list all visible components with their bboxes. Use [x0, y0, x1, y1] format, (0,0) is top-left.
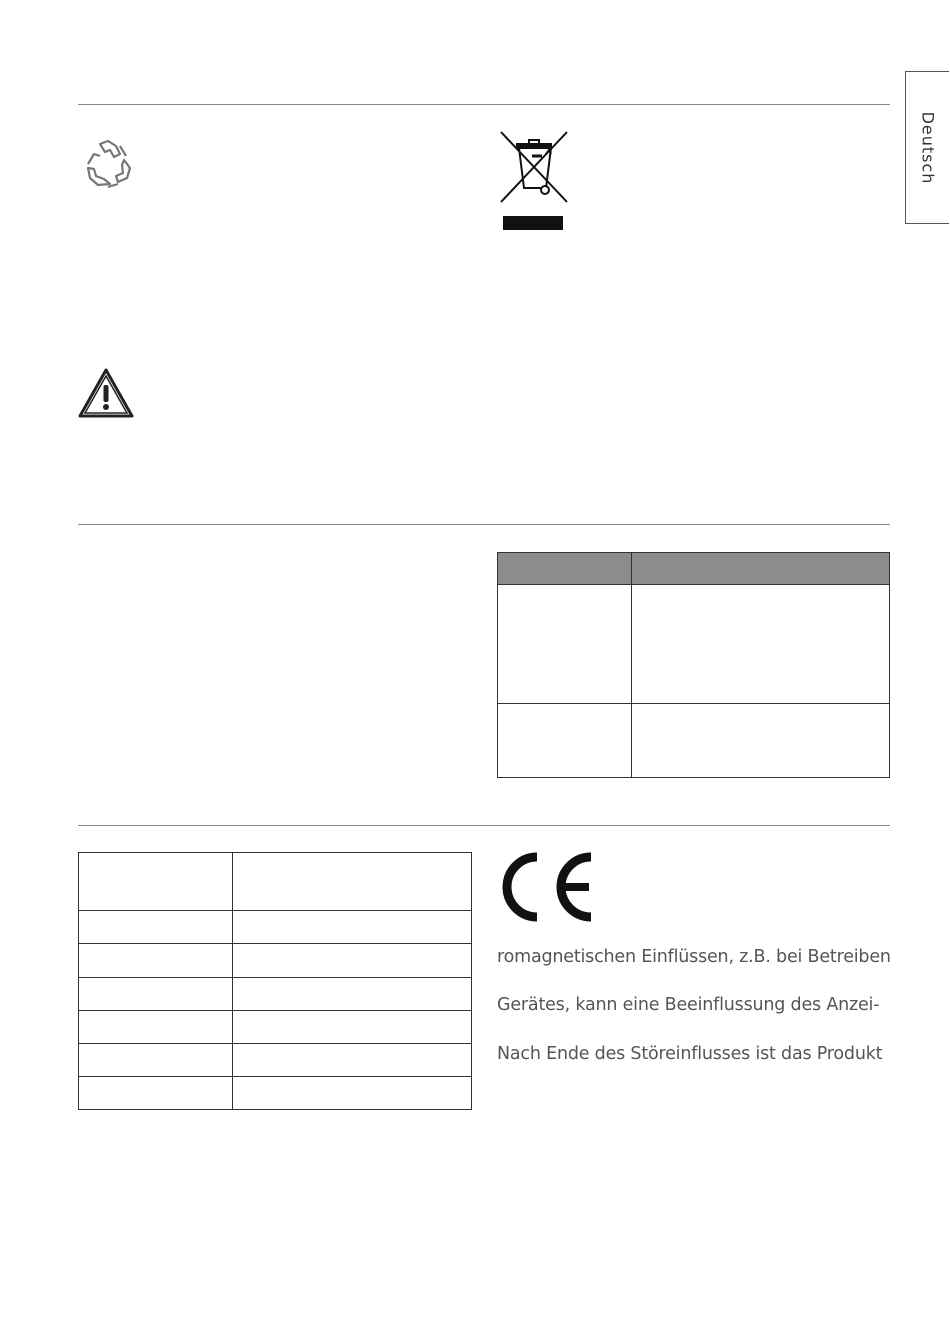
- table-row: [79, 978, 472, 1011]
- table-row: [498, 704, 890, 778]
- info-table-header-cell: [632, 553, 890, 585]
- section-divider-top: [78, 104, 890, 105]
- language-tab[interactable]: [905, 71, 949, 224]
- table-row: [498, 585, 890, 704]
- crossed-bin-icon: [499, 130, 571, 234]
- spec-table: [78, 852, 472, 1110]
- emc-text-line: romagnetischen Einflüssen, z.B. bei Betreiben: [497, 947, 891, 967]
- info-table: [497, 552, 890, 778]
- table-row: [79, 853, 472, 911]
- emc-text-line: Gerätes, kann eine Beeinflussung des Anzei-: [497, 995, 880, 1015]
- emc-text-line: Nach Ende des Störeinflusses ist das Produkt: [497, 1044, 883, 1064]
- table-row: [79, 1011, 472, 1044]
- table-row: [79, 911, 472, 944]
- ce-mark-icon: [497, 852, 595, 922]
- section-divider-middle: [78, 524, 890, 525]
- warning-triangle-icon: [78, 367, 134, 419]
- info-table-header-cell: [498, 553, 632, 585]
- recycle-icon: [80, 138, 136, 190]
- table-row: [79, 944, 472, 978]
- section-divider-bottom: [78, 825, 890, 826]
- language-tab-label: Deutsch: [918, 111, 937, 184]
- table-row: [79, 1077, 472, 1110]
- table-row: [79, 1044, 472, 1077]
